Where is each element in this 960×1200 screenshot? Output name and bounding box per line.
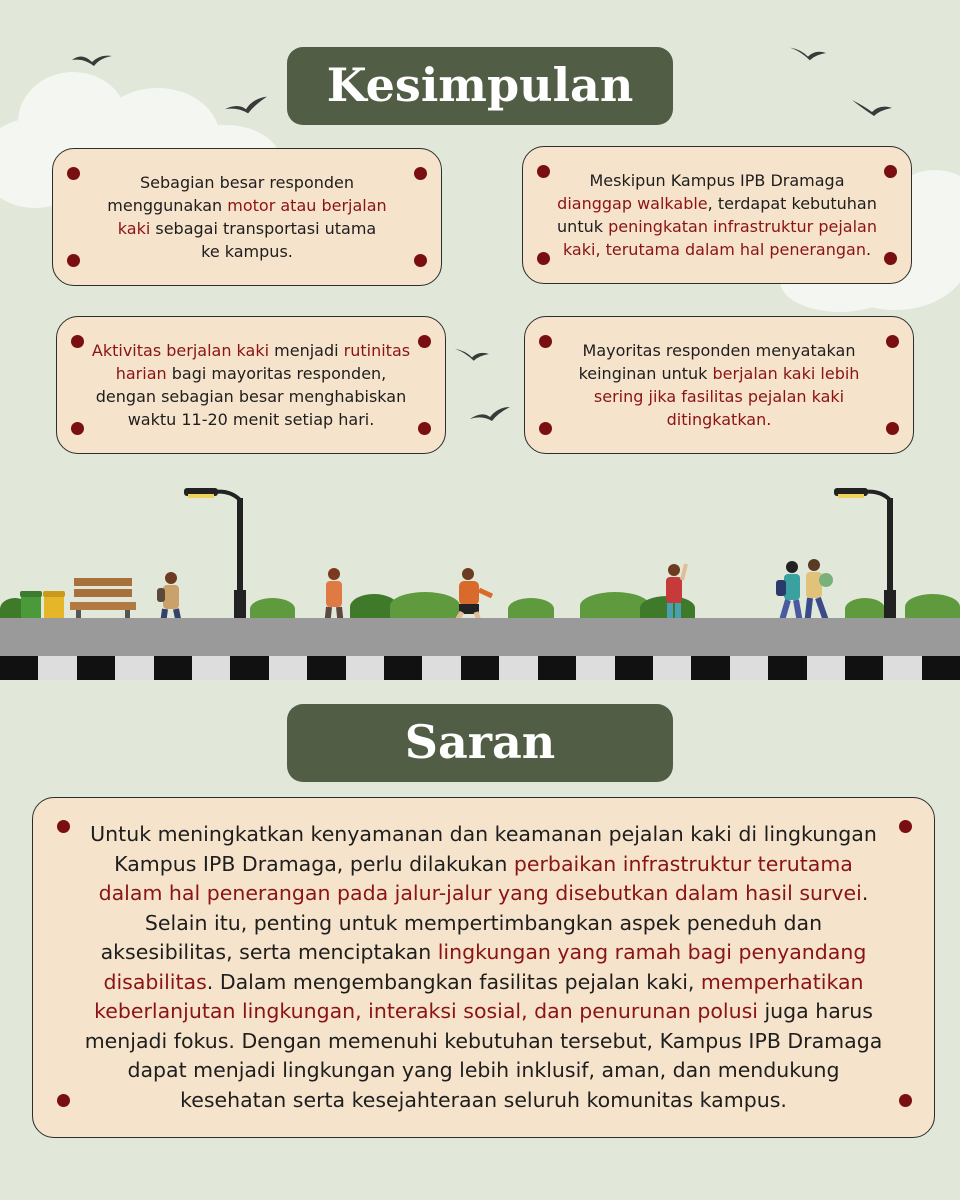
conclusion-text-4: Mayoritas responden menyatakan keinginan untuk berjalan kaki lebih sering jika fasilitas pejalan kaki ditingkatkan. xyxy=(578,341,860,429)
conclusion-text-1: Sebagian besar responden menggunakan motor atau berjalan kaki sebagai transportasi utama ke kampus. xyxy=(107,173,387,261)
bird-icon xyxy=(852,98,892,118)
title-kesimpulan: Kesimpulan xyxy=(287,47,673,125)
dot-decoration xyxy=(539,422,552,435)
dot-decoration xyxy=(537,252,550,265)
road xyxy=(0,618,960,656)
title-saran: Saran xyxy=(287,704,673,782)
dot-decoration xyxy=(886,422,899,435)
dot-decoration xyxy=(539,335,552,348)
bird-icon xyxy=(72,52,112,68)
dot-decoration xyxy=(414,254,427,267)
bird-icon xyxy=(790,44,826,62)
dot-decoration xyxy=(899,1094,912,1107)
recommendation-text: Untuk meningkatkan kenyamanan dan keamanan pejalan kaki di lingkungan Kampus IPB Dramaga, perlu dilakukan perbaikan infrastruktur terutama dalam hal penerangan pada jalur-jalur yang disebutkan dalam hasil survei. Selain itu, penting untuk mempertimbangkan aspek peneduh dan aksesibilitas, serta menciptakan lingkungan yang ramah bagi penyandang disabilitas. Dalam mengembangkan fasilitas pejalan kaki, memperhatikan keberlanjutan lingkungan, interaksi sosial, dan penurunan polusi juga harus menjadi fokus. Dengan memenuhi kebutuhan tersebut, Kampus IPB Dramaga dapat menjadi lingkungan yang lebih inklusif, aman, dan mendukung kesehatan serta kesejahteraan seluruh komunitas kampus. xyxy=(84,822,883,1112)
dot-decoration xyxy=(67,254,80,267)
conclusion-card-1 xyxy=(52,148,442,286)
conclusion-card-4 xyxy=(524,316,914,454)
dot-decoration xyxy=(884,252,897,265)
bird-icon xyxy=(455,346,489,362)
dot-decoration xyxy=(57,1094,70,1107)
dot-decoration xyxy=(418,335,431,348)
dot-decoration xyxy=(67,167,80,180)
dot-decoration xyxy=(886,335,899,348)
conclusion-text-2: Meskipun Kampus IPB Dramaga dianggap walkable, terdapat kebutuhan untuk peningkatan infrastruktur pejalan kaki, terutama dalam hal penerangan. xyxy=(557,171,877,259)
dot-decoration xyxy=(884,165,897,178)
dot-decoration xyxy=(71,422,84,435)
dot-decoration xyxy=(57,820,70,833)
bird-icon xyxy=(225,96,267,114)
recommendation-card xyxy=(32,797,935,1138)
dot-decoration xyxy=(71,335,84,348)
dot-decoration xyxy=(414,167,427,180)
bush-icon xyxy=(905,594,960,620)
bird-icon xyxy=(470,404,510,422)
dot-decoration xyxy=(537,165,550,178)
conclusion-card-3 xyxy=(56,316,446,454)
street-lamp-icon xyxy=(180,486,252,620)
bush-icon xyxy=(250,598,295,620)
dot-decoration xyxy=(899,820,912,833)
conclusion-card-2 xyxy=(522,146,912,284)
dot-decoration xyxy=(418,422,431,435)
conclusion-text-3: Aktivitas berjalan kaki menjadi rutinitas harian bagi mayoritas responden, dengan sebagian besar menghabiskan waktu 11-20 menit setiap hari. xyxy=(91,341,411,429)
bush-icon xyxy=(508,598,554,620)
road-curb xyxy=(0,656,960,680)
street-lamp-icon xyxy=(830,486,902,620)
